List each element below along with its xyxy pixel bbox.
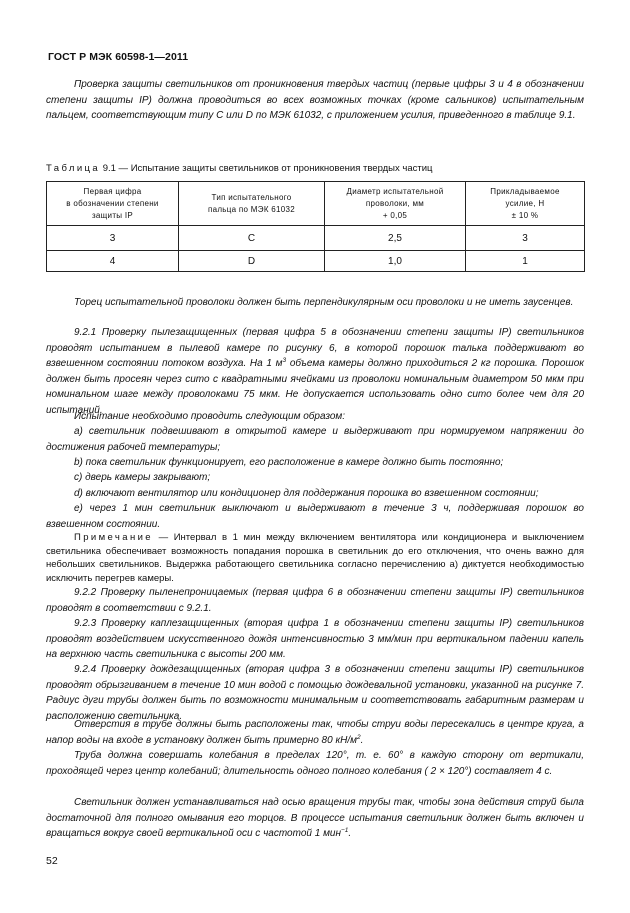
list-item-b: b) пока светильник функционирует, его расположение в камере должно быть постоянно;	[74, 457, 504, 468]
header-cell-line: Прикладываемое	[490, 186, 560, 196]
holes-text: Отверстия в трубе должны быть расположены так, чтобы струи воды пересекались в центре круга, а напор воды на входе в установку должен быть примерно 80 кН/м	[46, 719, 584, 746]
section-9-2-3: 9.2.3 Проверку каплезащищенных (вторая цифра 1 в обозначении степени защиты IP) светильников проводят воздействием искусственного дождя интенсивностью 3 мм/мин при вертикальном падении капель на верхнюю часть светильника с высоты 200 мм.	[46, 618, 584, 660]
header-wire-diameter	[325, 182, 466, 226]
tube-paragraph: Труба должна совершать колебания в пределах 120°, т. е. 60° в каждую сторону от вертикали, проходящей через центр колебаний; длительность одного полного колебания ( 2 × 120°) составляет 4 с.	[46, 750, 584, 777]
section-9-2-1	[46, 325, 584, 418]
header-cell-line: проволоки, мм	[365, 198, 425, 208]
table-cell: 3	[47, 226, 179, 251]
luminaire-text: Светильник должен устанавливаться над осью вращения трубы так, чтобы зона действия струй была достаточной для полного омывания его торцов. В процессе испытания светильник должен быть включен и вращаться вокруг своей вертикальной оси с частотой 1 мин	[46, 797, 584, 839]
list-item-c: c) дверь камеры закрывают;	[74, 472, 211, 483]
cubic-superscript: 3	[282, 357, 287, 364]
header-cell-line: в обозначении степени	[66, 198, 159, 208]
table-cell: D	[179, 251, 325, 272]
test-procedure-intro: Испытание необходимо проводить следующим образом:	[74, 411, 346, 422]
header-cell-line: Первая цифра	[83, 186, 142, 196]
table-cell: 2,5	[325, 226, 466, 251]
header-cell-line: защиты IP	[91, 210, 134, 220]
table-row	[47, 226, 585, 251]
note-label: Примечание	[74, 532, 153, 543]
page-header: ГОСТ Р МЭК 60598-1—2011	[48, 51, 189, 63]
page-number: 52	[46, 855, 58, 867]
holes-paragraph	[46, 717, 584, 748]
section-9-2-2: 9.2.2 Проверку пыленепроницаемых (первая цифра 6 в обозначении степени защиты IP) светильников проводят в соответствии с 9.2.1.	[46, 587, 584, 614]
table-cell: C	[179, 226, 325, 251]
table-caption-label: Таблица	[46, 163, 101, 174]
note-text: — Интервал в 1 мин между включением вентилятора или кондиционера и выключением светильника обеспечивает возможность попадания порошка в светильник до его отключения, что очень важно для небольших светильников. Выдержка работающего светильника согласно перечислению a) диктуется необходимостью исключить перегрев камеры.	[46, 532, 584, 584]
table-header-row	[47, 182, 585, 226]
header-cell-line: + 0,05	[382, 210, 408, 220]
table-caption	[46, 163, 432, 174]
list-item-e: e) через 1 мин светильник выключают и выдерживают в течение 3 ч, поддерживая порошок во взвешенном состоянии.	[46, 503, 584, 530]
section-9-2-1-text-b: объема камеры должно приходиться 2 кг порошка. Порошок должен быть просеян через сито с квадратными ячейками из проволоки номинальным диаметром 50 мкм при номинальном шаге между проволоками 75 мкм. Не допускается использовать одно сито более чем для 20 испытаний.	[46, 358, 584, 416]
list-item-d: d) включают вентилятор или кондиционер для поддержания порошка во взвешенном состоянии;	[74, 488, 539, 499]
header-cell-line: Диаметр испытательной	[346, 186, 444, 196]
table-caption-text: 9.1 — Испытание защиты светильников от проникновения твердых частиц	[102, 163, 433, 174]
wire-end-paragraph: Торец испытательной проволоки должен быть перпендикулярным оси проволоки и не иметь заусенцев.	[74, 297, 574, 308]
luminaire-paragraph	[46, 795, 584, 842]
header-cell-line: Тип испытательного	[211, 192, 292, 202]
header-force	[466, 182, 585, 226]
section-9-2-1-text-a: 9.2.1 Проверку пылезащищенных (первая цифра 5 в обозначении степени защиты IP) светильников проводят испытанием в пылевой камере по рисунку 6, в которой порошок талька поддерживают во взвешенном состоянии потоком воздуха. На 1 м	[46, 327, 584, 369]
table-cell: 4	[47, 251, 179, 272]
header-cell-line: ± 10 %	[511, 210, 539, 220]
particle-test-table	[46, 181, 585, 272]
header-first-digit	[47, 182, 179, 226]
list-item-a: a) светильник подвешивают в открытой камере и выдерживают при нормируемом напряжении до достижения рабочей температуры;	[46, 426, 584, 453]
table-row	[47, 251, 585, 272]
holes-text-end: .	[360, 734, 364, 746]
note-paragraph	[46, 531, 584, 585]
header-cell-line: усилие, Н	[505, 198, 545, 208]
intro-paragraph: Проверка защиты светильников от проникновения твердых частиц (первые цифры 3 и 4 в обозначении степени защиты IP) должна проводиться во всех возможных точках (кроме сальников) испытательным пальцем, соответствующим типу С или D по МЭК 61032, с приложением усилия, приведенного в таблице 9.1.	[46, 79, 584, 121]
pressure-superscript: 2	[357, 733, 361, 741]
header-cell-line: пальца по МЭК 61032	[207, 204, 296, 214]
header-finger-type	[179, 182, 325, 226]
section-9-2-4: 9.2.4 Проверку дождезащищенных (вторая цифра 3 в обозначении степени защиты IP) светильников проводят обрызгиванием в течение 10 мин водой с помощью дождевальной установки, указанной на рисунке 7. Радиус дуги трубы должен быть по возможности минимальным и соответствовать габаритным размерам и расположению светильника.	[46, 664, 584, 722]
table-cell: 1	[466, 251, 585, 272]
frequency-superscript: −1	[341, 827, 349, 834]
table-cell: 1,0	[325, 251, 466, 272]
table-cell: 3	[466, 226, 585, 251]
luminaire-text-end: .	[348, 828, 352, 839]
